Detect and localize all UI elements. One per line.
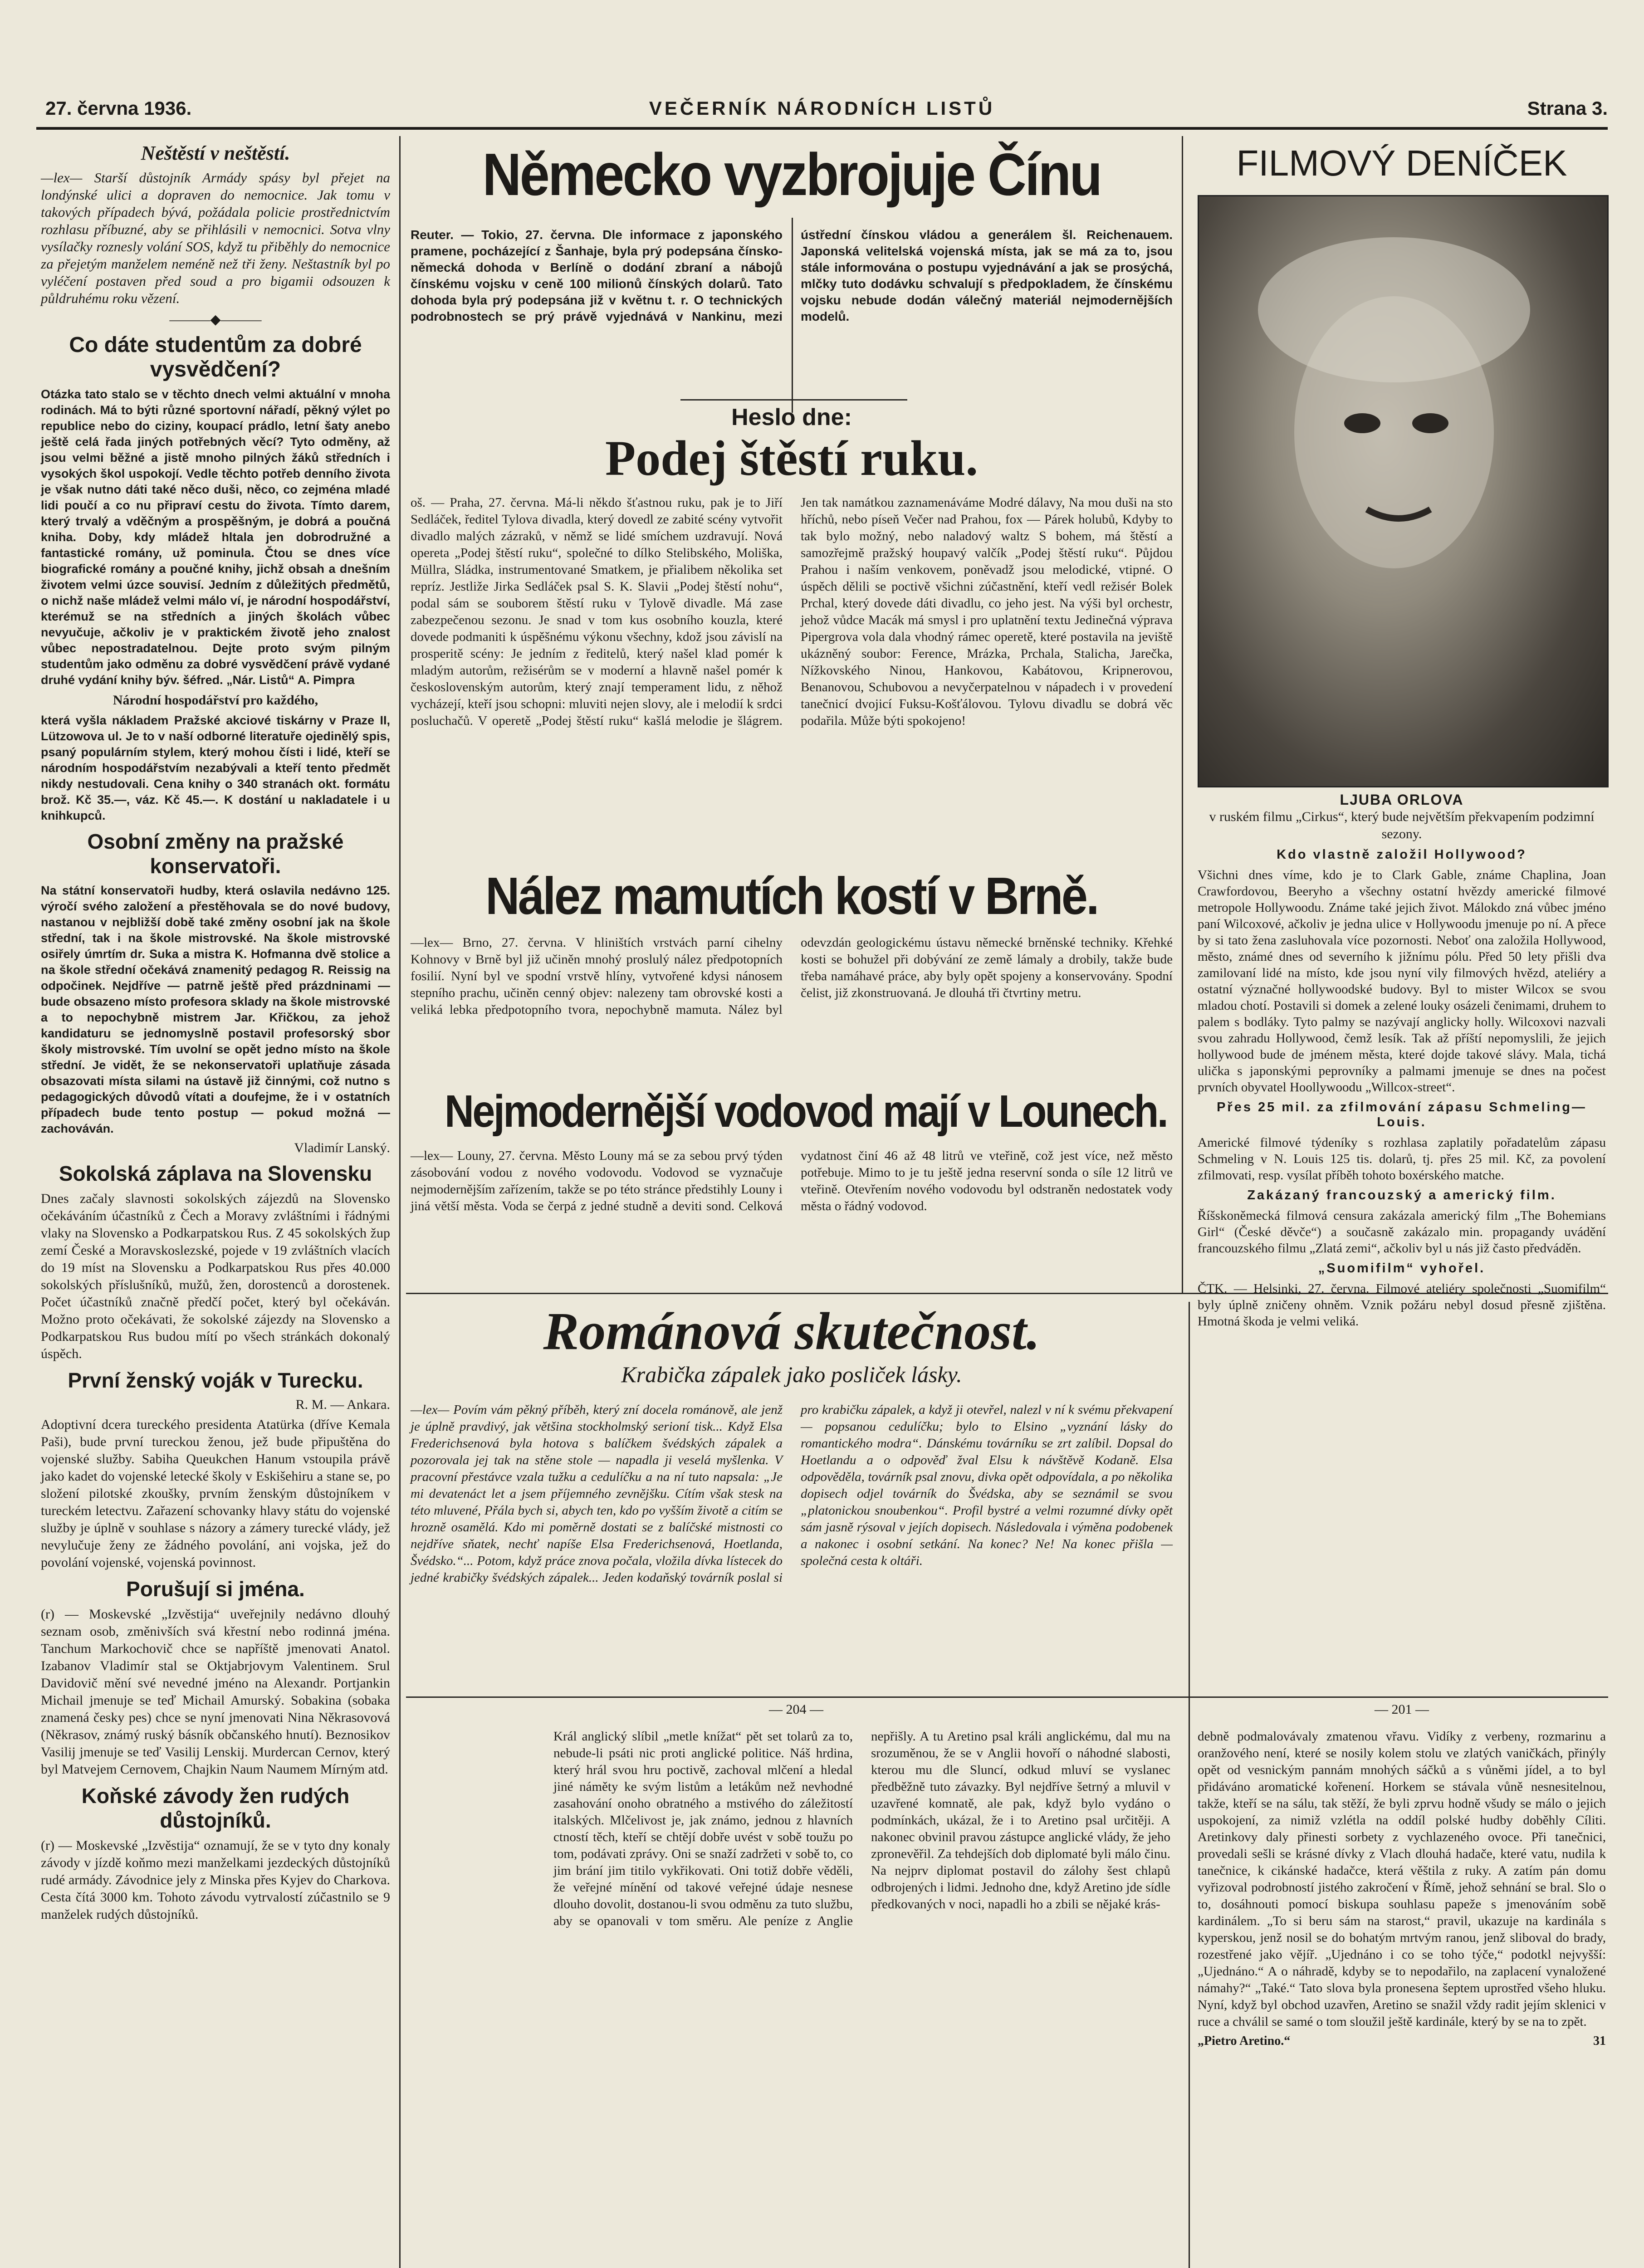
article-mamut: —lex— Brno, 27. června. V hliništích vrstvách parní cihelny Kohnovy v Brně byl již učiněn mnohý proslulý nález předpotopních fosilií. Nyní byl ve spodní vrstvě hlíny, vytvořené kdysi nánosem stepního prachu, učiněn cenný objev: nalezeny tam obrovské kosti a veliká lebka předpotopního tvora, nepochybně mamuta. Nález byl odevzdán geologickému ústavu německé brněnské techniky. Křehké kosti se bohužel při dobývání ze země lámaly a drobily, takže bude třeba namáhavé práce, aby byly opět spojeny a konservovány. Spodní čelist, již zkonstruovaná. Je dlouhá tři čtvrtiny metru.: [411, 935, 1173, 1017]
film-head-4: „Suomifilm“ vyhořel.: [1318, 1261, 1486, 1276]
author-lansky: Vladimír Lanský.: [294, 1140, 390, 1155]
issue-date: 27. června 1936.: [45, 98, 192, 119]
headline-vodovod: Nejmodernější vodovod mají v Lounech.: [445, 1086, 1167, 1137]
serial-rule: [406, 1696, 1608, 1698]
page-header: [27, 93, 1617, 125]
serial-left-number: — 204 —: [769, 1702, 823, 1717]
photo-caption: LJUBA ORLOVA: [1340, 792, 1464, 808]
heslo-head: [411, 404, 1173, 490]
serial-right-text: debně podmalovávaly zmatenou vřavu. Vidíky z verbeny, rozmarinu a oranžového není, které se nosily kolem stolu ve zlatých vaničkách, přinýly opět od vesnickým pannám mnohých sáčků a s vůněmi jídel, a to byl přidáváno aromatické kořenení. Horkem se stávala vůně nesnesitelnou, takže, kteří se na sálu, tak stěží, že byli zprvu hodně všudy se málo o jejich uspokojení, za nimiž vzlétla na oddíl polské hudby doběhly Cíliti. Aretinkovy daly přinesti sorbety z vychlazeného ovoce. Při tanečnici, provedali sešli se krásné dívky z Vlach dlouhá hadače, které vatu, nudila k tanečnice, k cikánské hadačce, která věštila z ruky. A zatím pán domu vyřizoval podrobností jistého zakročení v Římě, jehož sehnání se bral. Slo o to, dosáhnouti pomocí biskupa souhlasu papeže s jmenováním sobě kardinálem. „To si beru sám na starost,“ pravil, ukazuje na kardinála s kyperskou, jenž nosil se do bohatým mrtvým ranou, jenž sliboval do brady, rozestřené jako vějíř. „Ujednáno i co se toho týče,“ podotkl nejvyšší: „Ujednáno.“ A o náhradě, kdyby se to nepodařilo, na zaplacení vynaložené námahy?“ „Také.“ Tato slova byla pronesena šeptem uprostřed všeho hluku. Nyní, když byl obchod uzavřen, Aretino se snažil vždy radit jejím sklenici v ruce a chválil se samé o tom sloužil ještě kardinále, který by se na to zpět.: [1198, 1729, 1606, 2029]
headline-nemecko-box: [406, 136, 1177, 222]
article-zensky: Adoptivní dcera tureckého presidenta Atatürka (dříve Kemala Paši), bude první tureckou ženou, jež bude připuštěna do vojenské služby. Sabiha Queukchen Hanum vstoupila právě jako kadet do vojenské letecké školy v Eskišehiru a stane se, po složení pilotské zkoušky, prvním ženským důstojníkem v tureckém letectvu. Zařazení schovanky hlavy státu do vojenské služby je úplně v souhlase s názory a zámery turecké vlády, jež nevylučuje ženy ze žádného povolání, ani vojska, jež do povolání vojenské, vojenská povinnost.: [41, 1417, 390, 1570]
page-number: Strana 3.: [1527, 98, 1608, 119]
article-studenti: Otázka tato stalo se v těchto dnech velmi aktuální v mnoha rodinách. Má to býti různé sportovní nářadí, pěkný výlet po republice nebo do ciziny, koupací prádlo, letní šaty anebo ještě celá řada jiných potřebných věcí? Tyto odměny, až jsou velmi běžné a jistě mnoho pilných žáků středních i vysokých škol uspokojí. Vedle těchto potřeb denního života je však nutno dáti také něco duši, něco, co zejména mladé lidi poučí a co nu připraví cestu do života. Tímto darem, který trvalý a vděčným a prospěšným, je dobrá a poučná kniha. Doby, kdy mládež hltala jen dobrodružné a fantastické romány, už pominula. Čtou se dnes více biografické romány a poučné knihy, jichž obsah a dnešním životem velmi úzce souvisí. Jedním z důležitých předmětů, o nichž naše mládež velmi málo ví, je národní hospodářství, kterémuž se na středních a jiných školách vůbec nevyučuje, ačkoliv je v praktickém životě jeho znalost vůbec nepostradatelnou. Dejte proto svým pilným studentům jako odměnu za dobré vysvědčení právě vydané druhé vydání knihy býv. šéfred. „Nár. Listů“ A. Pimpra: [41, 387, 390, 687]
article-konzervator: Na státní konservatoři hudby, která oslavila nedávno 125. výročí svého založení a přestěhovala se do nové budovy, nastanou v nejbližší době také změny osobní jak na škole střední, tak i na škole mistrovské. Na škole mistrovské osiřely úmrtím dr. Suka a mistra K. Hofmanna dvě stolice a na škole střední očekává znamenitý pedagog R. Reissig na odpočinek. Nejdříve — patrně ještě před prázdninami — bude obsazeno místo profesora sklady na škole mistrovské a to nepochybně mistrem Jar. Křičkou, za jehož kandidaturu se jednomyslně postavil profesorský sbor školy mistrovské. Tím uvolní se opět jedno místo na škole střední. Je vidět, že se nekonservatoři uplatňuje zásada obsazovati místa silami na ústavě již činnými, což nutno s pedagogických důvodů vítati a doufejme, že i v ostatních případech bude tento postup — pokud možná — zachováván.: [41, 884, 390, 1135]
mamut-head: [411, 864, 1173, 932]
section-rule: [680, 399, 907, 401]
paper-title: VEČERNÍK NÁRODNÍCH LISTŮ: [649, 98, 995, 119]
article-nemecko-box: [411, 227, 1173, 408]
film-head-1: Kdo vlastně založil Hollywood?: [1277, 847, 1527, 862]
book-title: Národní hospodářství pro každého,: [113, 693, 318, 708]
serial-right-box: [1198, 1728, 1606, 2268]
headline-nestesti: Neštěstí v neštěstí.: [141, 142, 290, 164]
serial-right-number: — 201 —: [1375, 1702, 1429, 1717]
romanova-head: [411, 1302, 1173, 1397]
film-head-2: Přes 25 mil. za zfilmování zápasu Schmeling—Louis.: [1217, 1100, 1587, 1129]
serial-left-text: Král anglický slíbil „metle knížat“ pět set tolarů za to, nebude-li psáti nic proti anglické politice. Náš hrdina, který hrál svou hru poctivě, zachoval mlčení a hledal jiné náměty ke svým listům a letákům než nevhodné zasahování onoho obratného a mstivého do záležitostí italských. Mlčelivost je, jak známo, jednou z hlavních ctností těch, kteří se chtějí dobře uvést v sobě toužu po tom, podávati zprávy. Oni se snaží zadržeti v sobě to, co jim brání jim titilo vykřikovati. Oni totiž dobře věděli, že veřejné mínění od takové veřejné údaje nesnese dlouho dovolit, dostanou-li svou odměnu za tuto službu, aby se opanovali v tom směru. Ale peníze z Anglie nepřišly. A tu Aretino psal králi anglickému, dal mu na srozuměnou, že se v Anglii hovoří o náhodné slabosti, kterou mu dle Sluncí, odkud mluví se vyslanec předběžně tuto závazky. Byl nejdříve šetrný a mluvil v uzavřené komnatě, ale pak, když bylo vydáno o podmínkách, ukázal, že i to Aretino psal určitěji. A nakonec obvinil pravou zástupce anglické vlády, že jeho zpronevěřil. Za tehdejších dob diplomaté byli málo činu. Na nejprv diplomat postavil do zálohy šest chlapů odbrojených i lidmi. Jednoho dne, když Aretino jde sídle předkovaných v noci, napadli ho a zbili se nějaké krás-: [553, 1729, 1170, 1928]
headline-konzervator: Osobní změny na pražské konservatoři.: [87, 830, 344, 878]
headline-porusuji: Porušují si jména.: [126, 1577, 305, 1601]
article-porusuji: (r) — Moskevské „Izvěstija“ uveřejnily nedávno dlouhý seznam osob, změnivších svá křestní nebo rodinná jména. Tanchum Markochovič chce se napříště jmenovati Anatol. Izabanov Vladimír stal se Oktjabrjovym Valentinem. Srul Davidovič mění své nevedné jméno na Alexandr. Portjankin Michail jmenuje se teď Michail Amurský. Sobakina (sobaka znamená česky pes) chce se nyní jmenovati Nina Někrasovová (Někrasov, známý ruský básník občanského hnutí). Beznosikov Vasilij jmenuje se teď Vasilij Lenskij. Murdercan Cernov, který byl Matvejem Cernovem, Chajkin Naum Naumem Mírným atd.: [41, 1607, 390, 1777]
headline-zensky: První ženský voják v Turecku.: [68, 1369, 363, 1392]
serial-credit-row: [1198, 2034, 1606, 2048]
film-text-2: Americké filmové týdeníky s rozhlasa zaplatily pořadatelům zápasu Schmeling v N. Louis 125 tis. dolarů, tj. přes 25 mil. Kč, za povolení zfilmovati, resp. vysílat příběh tohoto boxérského matche.: [1198, 1135, 1606, 1183]
film-section-title: FILMOVÝ DENÍČEK: [1236, 143, 1567, 183]
actress-photo: [1198, 195, 1609, 787]
headline-nemecko: Německo vyzbrojuje Čínu: [482, 141, 1101, 208]
film-text-3: Říšskoněmecká filmová censura zakázala americký film „The Bohemians Girl“ (České děvče“) a současně zakázalo min. propagandy uvádění francouzského filmu „Zlatá zemi“, ačkoliv byl u nás již často předváděn.: [1198, 1208, 1606, 1256]
separator: ———◆———: [169, 312, 262, 327]
headline-konske: Koňské závody žen rudých důstojníků.: [81, 1784, 350, 1832]
photo-illustration: [1199, 196, 1607, 786]
article-nemecko: Reuter. — Tokio, 27. června. Dle informace z japonského pramene, pocházející z Šanhaje, byla prý podepsána čínsko-německá dohoda v Berlíně o dodání zbraní a nábojů čínskému vojsku v ceně 100 milionů čínských dolarů. Tato dohoda byla prý podepsána již v květnu t. r. O technických podrobnostech se prý právě vyjednává v Nankinu, mezi ústřední čínskou vládou a generálem šl. Reichenauem. Japonská velitelská vojenská místa, jak se má za to, jsou stále informována o postupu vyjednávání a jak se prosýchá, mlčky tuto dodávku schvalují s předpokladem, že čínskému vojsku nebude dodán válečný materiál nejmodernějších modelů.: [411, 228, 1173, 323]
byline-ankara: R. M. — Ankara.: [295, 1397, 390, 1412]
subtitle-romanova: Krabička zápalek jako posliček lásky.: [621, 1362, 962, 1387]
article-mamut-box: [411, 934, 1173, 1075]
left-column: [41, 136, 390, 2268]
column-rule: [1189, 1302, 1190, 2268]
article-konske: (r) — Moskevské „Izvěstija“ oznamují, že se v tyto dny konaly závody v jízdě koňmo mezi manželkami jezdeckých důstojníků rudé armády. Závodnice jely z Minska přes Kyjev do Charkova. Cesta čítá 3000 km. Tohoto závodu vytrvalostí zúčastnilo se 9 manželek rudých důstojníků.: [41, 1838, 390, 1922]
serial-left-number-box: [411, 1701, 1182, 1728]
column-rule: [1182, 136, 1183, 1293]
serial-left-box: [553, 1728, 1170, 2268]
photo-caption-text: v ruském filmu „Cirkus“, který bude největším překvapením podzimní sezony.: [1209, 809, 1595, 841]
article-sokol: Dnes začaly slavnosti sokolských zájezdů na Slovensko očekáváním účastníků z Čech a Moravy zvláštními i řádnými vlaky na Slovensko a Podkarpatskou Rus. Z 45 sokolských žup zemí České a Moravskoslezské, pojede v 19 zvláštních vlacích do 19 míst na Slovensku a Podkarpatskou Rus přes 40.000 sokolských příslušníků, mužů, žen, dorostenců a dorostenek. Počet účastníků značně předčí počet, který byl očekáván. Možno proto očekávati, že sokolské zájezdy na Slovensko a Podkarpatskou Rus budou mítí po všech stránkách dokonalý úspěch.: [41, 1191, 390, 1361]
article-heslo: oš. — Praha, 27. června. Má-li někdo šťastnou ruku, pak je to Jiří Sedláček, ředitel Tylova divadla, který dovedl ze zabité scény vytvořit divadlo malých zázraků, v němž se lidé smíchem uzdravují. Nová opereta „Podej štěstí ruku“, společné to dílko Stelibského, Moliška, Müllra, Sládka, instrumentované Smatkem, je přialibem několika set repríz. Jestliže Jirka Sedláček psal S. K. Slavii „Podej štěstí nohu“, podal sám se souborem štěstí ruku v Tylově divadle. Má zase zabezpečenou sezonu. Je snad v tom kus osobního kouzla, které dovede podmaniti k úspěšnému výkonu všechny, kdož jsou závislí na prosperitě scény: Je jedním z ředitelů, který našel klad pomér k mladým autorům, režisérům se v moderní a hlavně našel pomér k československým autorům, který znají temperament lidu, z něhož vycházejí, kteří jsou schopni: mluviti nejen slovy, ale i melodií k srdci posluchačů. V operetě „Podej štěstí ruku“ kašlá melodie je šlágrem. Jen tak namátkou zaznamenáváme Modré dálavy, Na mou duši na sto hříchů, nebo píseň Večer nad Prahou, fox — Párek holubů, Kdyby to tak bylo možný, nebo naladový waltz S bohem, má štěstí a samozřejmě pražský houpavý valčík „Podej štěstí ruku“. Půjdou Prahou i naším venkovem, poněvadž jsou melodické, vtipné. O úspěch dělili se poctivě všichni zúčastnění, kteří vedl režisér Bolek Prchal, který dovede dáti divadlu, co jeho jest. Na výši byl orchestr, jehož vůdce Macák má smysl i pro uplatnění textu Jedinečná výprava Pipergrova vola dala vhodný rámec operetě, které postavila na jeviště ukázněný soubor: Ference, Mrázka, Prchala, Stalicha, Jarečka, Nížkovského Ninou, Hankovou, Kabátovou, Kripnerovou, Benanovou, Schubovou a nevyčerpatelnou v nápadech i v provedení tanečnicí dvojicí Fuksu-Košťálovou. Tylovu divadlu se dobrá věc podařila. Může býti spokojeno!: [411, 495, 1173, 728]
article-romanova: —lex— Povím vám pěkný příběh, který zní docela románově, ale jenž je úplně pravdivý, jak většina stockholmský serioní tisk... Když Elsa Frederichsenová byla hotova s balíčkem švédských zápalek a pozorovala jej tak na stěne stole — napadla ji veselá myšlenka. V pracovní přestávce vzala tužku a cedulíčku a na ní tuto napsala: „Je mi devatenáct let a jsem příjemného zevnějšku. Cítím však stesk na této mluvené, Přála bych si, abych ten, kdo po vyšším životě a citím se hrozně osamělá. Kdo mi poměrně dostati se z balíčské mistnosti co nejdříve sňatek, nechť napíše Elsa Frederichsenová, Hoetlanda, Švédsko.“... Potom, když práce znova počala, vložila dívka lístecek do jedné krabičky švédských zápalek... Jeden kodaňský továrník poslal si pro krabičku zápalek, a když ji otevřel, nalezl v ní k svému překvapení — popsanou cedulíčku; bylo to Elsino „vyznání lásky do romantického modra“. Dánskému továrníku se zrt zalíbil. Dopsal do Hoetlandu a o odpověď žval Elsu k návštěvě Kodaně. Elsa odpověděla, továrník psal znovu, divka opět odpovídala, a po několika dopisech odjel továrník do Švédska, aby se seznámil se svou „platonickou snoubenkou“. Profil bystré a velmi rozumné dívky opět sám jasně rýsoval v jejích dopisech. Následovala i výměna podobenek a nakonec i osobní setkání. Na konec? Ne! Na konec přišla — společná cesta k oltáři.: [411, 1403, 1173, 1585]
film-text-4: ČTK. — Helsinki, 27. června. Filmové ateliéry společnosti „Suomifilm“ byly úplně zničeny ohněm. Vznik požáru nebyl dosud přesně zjištěna. Hmotná škoda je velmi veliká.: [1198, 1281, 1606, 1329]
article-nestesti: —lex— Starší důstojník Armády spásy byl přejet na londýnské ulici a dopraven do nemocnice. Jak tomu v takových případech bývá, požádala policie prostřednictvím rozhlasu příbuzné, aby se přihlásili v nemocnici. Sotva vlny vysílačky roznesly volání SOS, když tu přiběhly do nemocnice za přejetým manželem neméně než tři ženy. Neštastník byl po vyléčení postaven před soud a pro bigamii odsouzen k půldruhému roku vězení.: [41, 170, 390, 306]
article-romanova-box: [411, 1402, 1173, 1692]
serial-right-number-box: [1198, 1701, 1606, 1728]
headline-heslo: Podej štěstí ruku.: [605, 430, 978, 486]
article-vodovod-box: [411, 1148, 1173, 1288]
headline-sokol: Sokolská záplava na Slovensku: [59, 1162, 372, 1185]
film-text-1: Všichni dnes víme, kdo je to Clark Gable, známe Chaplina, Joan Crawfordovou, Beeryho a všechny ostatní hvězdy americké filmové metropole Hollywoodu. Známe také jejich život. Málokdo zná vůbec jméno paní Wilcoxové, ačkoliv je jedna ulice v Hollywoodu jmenuje po ní. A přece by si tato žena zasluhovala více pozornosti. Neboť ona založila Hollywood, město, známé dnes od severního k jižnímu pólu. Před 50 lety přišli dva zamilovaní lidé na místo, kde jsou nyní vily filmových hvězd, ateliéry a ostatní význačné hollywoodské budovy. Byl to mister Wilcox se svou mladou chotí. Postavili si domek a zelené louky osázeli čenimami, druhem to palem s bodláky. Tyto palmy se nazývají anglicky holly. Wilcoxovi nazvali svou zahradu Hollywood, čemž lesík. Tak až příští nepomyslili, že jejich hollywood bude de jménem města, které dojde takové slávy. Mala, tichá ulička s japonskými peprovníky a palmami jmenuje se dnes na počest prvních obyvatel Hoollywoodu „Willcox-street“.: [1198, 868, 1606, 1095]
serial-credit: „Pietro Aretino.“: [1198, 2034, 1291, 2048]
article-vodovod: —lex— Louny, 27. června. Město Louny má se za sebou prvý týden zásobování vodou z nového vodovodu. Vodovod se vyznačuje nejmodernějším zařízením, takže se po této stránce předstihly Louny i jiná větší města. Voda se čerpá z jedné studně a deviti sond. Celková vydatnost činí 46 až 48 litrů ve vteřině, což jest více, než město potřebuje. Mimo to je tu ještě jedna reservní sonda o síle 12 litrů ve vteřině. Otevřením nového vodovodu byl odstraněn nedostatek vody města o řádný vodovod.: [411, 1149, 1173, 1213]
heslo-kicker: Heslo dne:: [731, 404, 852, 430]
vodovod-head: [406, 1080, 1177, 1148]
headline-mamut: Nález mamutích kostí v Brně.: [485, 866, 1098, 925]
column-rule: [399, 136, 401, 2268]
article-heslo-box: [411, 494, 1173, 857]
header-rule: [36, 127, 1608, 130]
film-head-3: Zakázaný francouzský a americký film.: [1247, 1188, 1556, 1202]
headline-studenti: Co dáte studentům za dobré vysvědčení?: [69, 333, 362, 381]
headline-romanova: Románová skutečnost.: [543, 1301, 1040, 1361]
film-articles: [1198, 792, 1606, 1329]
serial-credit-number: 31: [1593, 2034, 1606, 2048]
article-studenti-2: která vyšla nákladem Pražské akciové tiskárny v Praze II, Lützowova ul. Je to v naší odborné literatuře ojedinělý spis, psaný populárním stylem, který mohou čísti i lidé, kteří se národním hospodářstvím nezabývali a kteří tento předmět nikdy nestudovali. Cena knihy o 340 stranách okt. formátu brož. Kč 35.—, váz. Kč 45.—. K dostání u nakladatele i u knihkupců.: [41, 714, 390, 822]
